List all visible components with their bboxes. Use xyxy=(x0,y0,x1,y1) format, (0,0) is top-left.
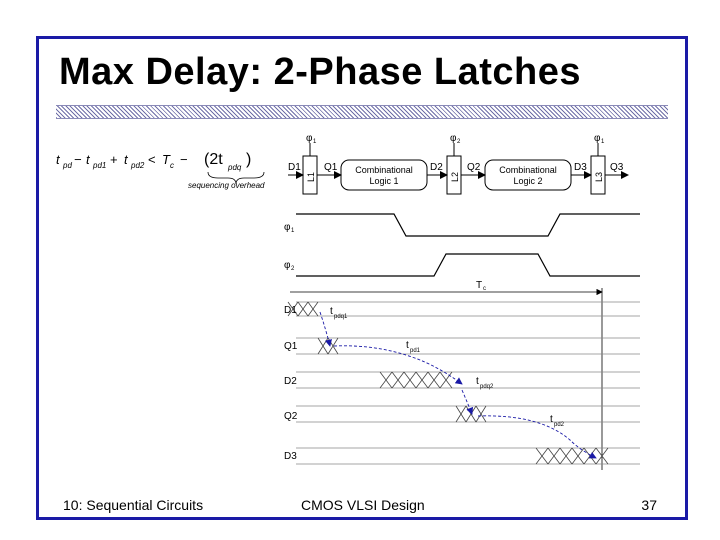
svg-text:Logic 2: Logic 2 xyxy=(513,176,543,186)
footer-subject: CMOS VLSI Design xyxy=(301,497,425,513)
latch-l3-label: L3 xyxy=(594,171,604,182)
transition-regions xyxy=(288,302,608,464)
row-q1: Q1 xyxy=(284,341,298,352)
eq-minus: − xyxy=(180,152,188,167)
latch-circuit xyxy=(288,133,628,194)
slide-title: Max Delay: 2-Phase Latches xyxy=(59,51,582,93)
phi2-waveform xyxy=(296,254,640,276)
label-tpd2: t xyxy=(550,414,553,425)
latch-l2-label: L2 xyxy=(450,171,460,182)
eq-sub-c: c xyxy=(170,161,174,170)
svg-text:1: 1 xyxy=(291,228,295,234)
label-tpd1: t xyxy=(406,340,409,351)
svg-text:2: 2 xyxy=(291,266,295,272)
label-tpdq2: t xyxy=(476,376,479,387)
svg-text:pdq1: pdq1 xyxy=(334,314,348,320)
footer-page-number: 37 xyxy=(641,497,657,513)
footer-course: 10: Sequential Circuits xyxy=(63,497,204,513)
svg-text:Logic 1: Logic 1 xyxy=(369,176,399,186)
node-d2: D2 xyxy=(430,162,443,173)
eq-2t: (2t xyxy=(204,151,223,168)
row-d1: D1 xyxy=(284,305,297,316)
delay-arrow-tpd1 xyxy=(334,346,462,384)
svg-text:−: − xyxy=(74,152,82,167)
clk-phi2: φ xyxy=(450,133,457,144)
eq-t1: t xyxy=(86,152,90,167)
period-label: T xyxy=(476,280,483,291)
node-q1: Q1 xyxy=(324,162,338,173)
phi1-row-label: φ xyxy=(284,222,291,233)
overhead-label: sequencing overhead xyxy=(188,181,265,190)
svg-text:pd2: pd2 xyxy=(554,422,565,428)
clk-phi1-a: φ xyxy=(306,133,313,144)
eq-T: T xyxy=(162,152,170,167)
row-d2: D2 xyxy=(284,376,297,387)
signal-rows xyxy=(296,302,640,464)
max-delay-equation xyxy=(56,151,251,172)
svg-text:2: 2 xyxy=(457,139,461,145)
eq-plus: + xyxy=(110,152,118,167)
clk-phi1-b: φ xyxy=(594,133,601,144)
label-tpdq1: t xyxy=(330,306,333,317)
node-q2: Q2 xyxy=(467,162,481,173)
delay-arrow-tpdq1 xyxy=(320,312,330,346)
eq-sub-pdq: pdq xyxy=(228,163,242,172)
eq-sub-pd2: pd2 xyxy=(131,161,145,170)
phi2-row-label: φ xyxy=(284,260,291,271)
node-d1: D1 xyxy=(288,162,301,173)
eq-sub-pd1: pd1 xyxy=(93,161,107,170)
svg-text:pd: pd xyxy=(63,161,72,170)
row-d3: D3 xyxy=(284,451,297,462)
node-q3: Q3 xyxy=(610,162,624,173)
svg-text:Combinational: Combinational xyxy=(355,165,413,175)
node-d3: D3 xyxy=(574,162,587,173)
svg-text:Combinational: Combinational xyxy=(499,165,557,175)
eq-lt: < xyxy=(148,152,156,167)
phi1-waveform xyxy=(296,214,640,236)
eq-tpd: t xyxy=(56,152,60,167)
svg-text:c: c xyxy=(483,286,486,292)
latch-l1-label: L1 xyxy=(306,171,316,182)
svg-text:1: 1 xyxy=(313,139,317,145)
eq-t2: t xyxy=(124,152,128,167)
svg-text:): ) xyxy=(246,151,252,168)
timing-diagram xyxy=(284,214,640,470)
svg-text:pdq2: pdq2 xyxy=(480,384,494,390)
svg-text:pd1: pd1 xyxy=(410,348,421,354)
row-q2: Q2 xyxy=(284,411,298,422)
svg-text:1: 1 xyxy=(601,139,605,145)
